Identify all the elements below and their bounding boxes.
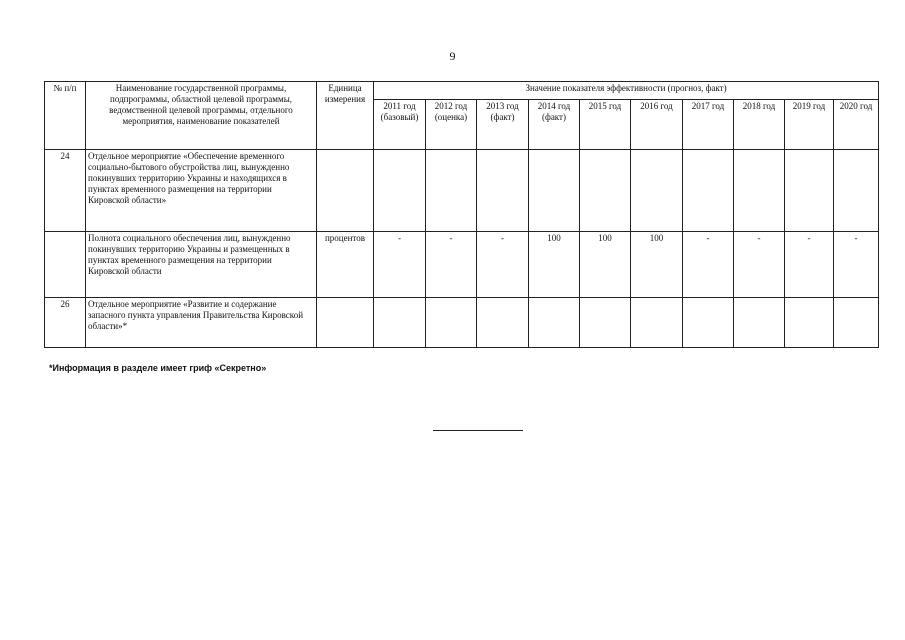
row-value [529, 298, 580, 348]
header-year: 2019 год [785, 100, 834, 150]
page-number: 9 [449, 49, 456, 63]
row-value [785, 150, 834, 232]
footnote: *Информация в разделе имеет гриф «Секретно» [49, 363, 267, 373]
row-value: 100 [580, 232, 631, 298]
row-num: 26 [45, 298, 86, 348]
row-name: Полнота социального обеспечения лиц, вынужденно покинувших территорию Украины и размещенных в пунктах временного размещения на территории Кировской области [86, 232, 317, 298]
row-value: 100 [529, 232, 580, 298]
row-value [580, 298, 631, 348]
row-value [631, 298, 683, 348]
header-year: 2018 год [734, 100, 785, 150]
table-row [45, 298, 879, 348]
row-value [683, 150, 734, 232]
header-year: 2015 год [580, 100, 631, 150]
row-value [477, 150, 529, 232]
header-year: 2012 год (оценка) [426, 100, 477, 150]
row-value [426, 298, 477, 348]
row-value [834, 150, 879, 232]
row-value [374, 298, 426, 348]
header-num: № п/п [45, 82, 86, 150]
row-name: Отдельное мероприятие «Обеспечение временного социально-бытового обустройства лиц, вынужденно покинувших территорию Украины и находящихся в пунктах временного размещения на территории Кировской области» [86, 150, 317, 232]
row-value: - [785, 232, 834, 298]
row-value [683, 298, 734, 348]
row-value: - [683, 232, 734, 298]
row-unit [317, 298, 374, 348]
header-row [45, 82, 879, 100]
row-value: - [734, 232, 785, 298]
row-unit [317, 150, 374, 232]
row-value [529, 150, 580, 232]
header-year: 2016 год [631, 100, 683, 150]
indicators-table [44, 81, 879, 348]
row-value: - [374, 232, 426, 298]
row-value: - [477, 232, 529, 298]
row-value [631, 150, 683, 232]
table-row [45, 150, 879, 232]
header-year: 2017 год [683, 100, 734, 150]
row-value: - [834, 232, 879, 298]
row-value [785, 298, 834, 348]
header-year: 2020 год [834, 100, 879, 150]
row-value [734, 150, 785, 232]
header-value-group: Значение показателя эффективности (прогноз, факт) [374, 82, 879, 100]
header-unit: Единица измерения [317, 82, 374, 150]
table-row [45, 232, 879, 298]
header-year: 2011 год (базовый) [374, 100, 426, 150]
row-num [45, 232, 86, 298]
header-year: 2013 год (факт) [477, 100, 529, 150]
row-name: Отдельное мероприятие «Развитие и содержание запасного пункта управления Правительства Кировской области»* [86, 298, 317, 348]
row-value [734, 298, 785, 348]
row-value [834, 298, 879, 348]
end-rule [433, 430, 523, 431]
header-name: Наименование государственной программы, подпрограммы, областной целевой программы, ведомственной целевой программы, отдельного мероприятия, наименование показателей [86, 82, 317, 150]
row-value [580, 150, 631, 232]
row-value: 100 [631, 232, 683, 298]
row-value [477, 298, 529, 348]
header-year: 2014 год (факт) [529, 100, 580, 150]
row-value: - [426, 232, 477, 298]
row-num: 24 [45, 150, 86, 232]
row-unit: процентов [317, 232, 374, 298]
row-value [374, 150, 426, 232]
row-value [426, 150, 477, 232]
